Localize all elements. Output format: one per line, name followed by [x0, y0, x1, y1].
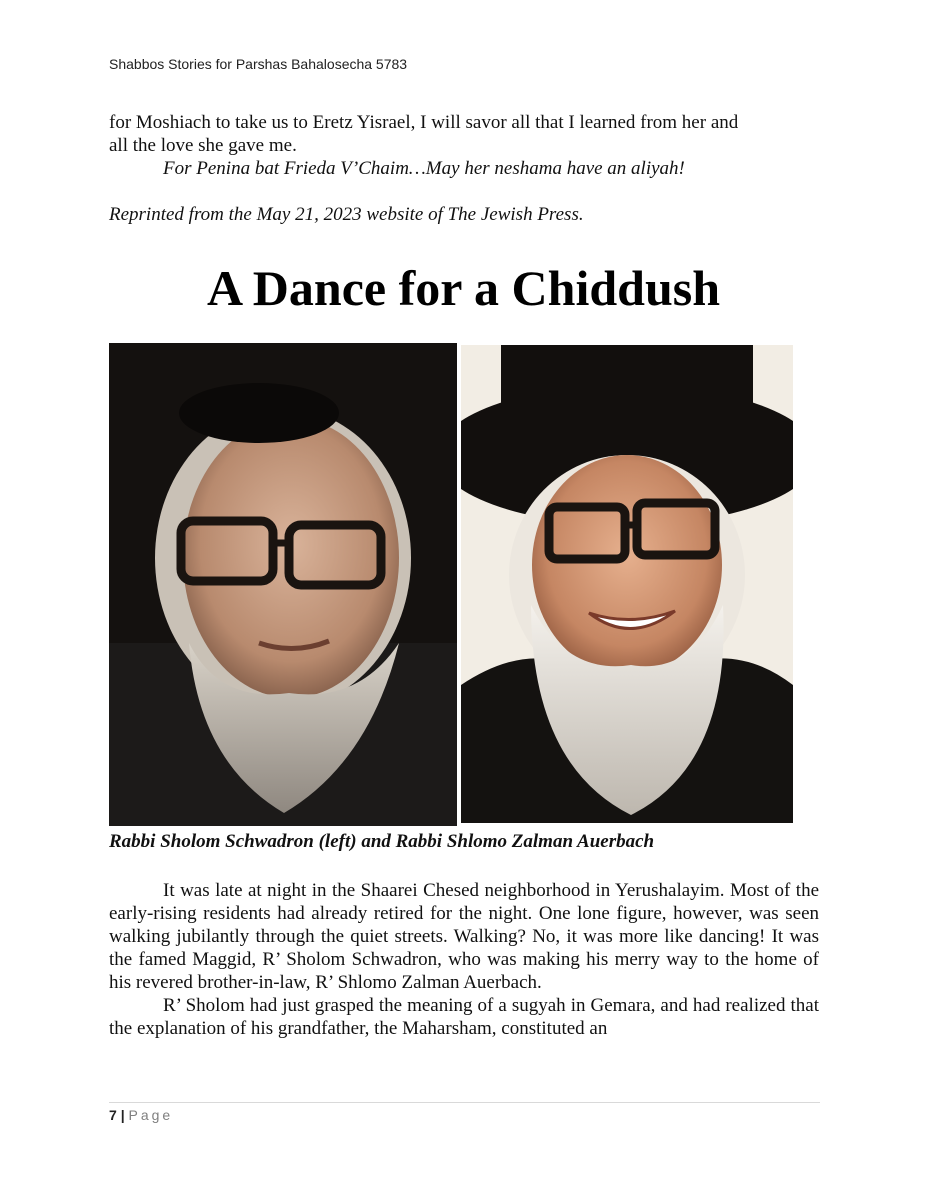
story-paragraph-1: It was late at night in the Shaarei Chesed neighborhood in Yerushalayim. Most of the early-rising residents had already retired for the night. One lone figure, however, was seen walking jubilantly through the quiet streets. Walking? No, it was more like dancing! It was the famed Maggid, R’ Sholom Schwadron, who was making his merry way to the home of his revered brother-in-law, R’ Shlomo Zalman Auerbach.	[109, 880, 819, 993]
closing-line-1: for Moshiach to take us to Eretz Yisrael, I will savor all that I learned from her and	[109, 112, 739, 133]
page-footer	[109, 1107, 173, 1123]
dedication-line: For Penina bat Frieda V’Chaim…May her neshama have an aliyah!	[163, 158, 685, 179]
page-label: Page	[128, 1107, 174, 1123]
story-title: A Dance for a Chiddush	[206, 260, 721, 316]
story-paragraph-2: R’ Sholom had just grasped the meaning of a sugyah in Gemara, and had realized that the explanation of his grandfather, the Maharsham, constituted an	[109, 995, 819, 1039]
running-header: Shabbos Stories for Parshas Bahalosecha 5783	[109, 56, 408, 72]
footer-separator: |	[120, 1107, 125, 1123]
portrait-photo-left	[109, 343, 457, 826]
photo-caption: Rabbi Sholom Schwadron (left) and Rabbi Shlomo Zalman Auerbach	[109, 831, 655, 852]
portrait-photo-right	[461, 345, 793, 823]
previous-story-ending	[109, 111, 819, 226]
story-body	[109, 879, 819, 1040]
closing-line-2: all the love she gave me.	[109, 135, 297, 156]
source-credit: Reprinted from the May 21, 2023 website of The Jewish Press.	[109, 204, 584, 225]
page-number: 7	[109, 1107, 117, 1123]
footer-divider	[109, 1102, 820, 1103]
